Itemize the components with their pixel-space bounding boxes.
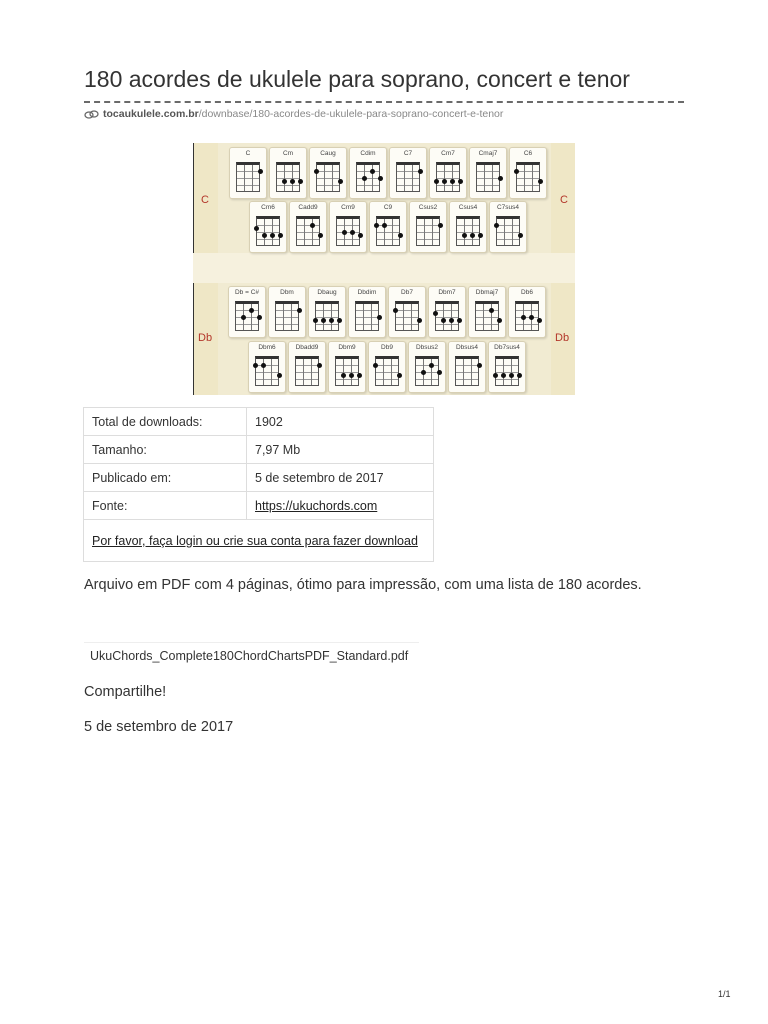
finger-dot: [537, 318, 542, 323]
finger-dot: [398, 233, 403, 238]
chart-section-gap: [193, 253, 575, 283]
finger-dot: [321, 318, 326, 323]
chord-name: Caug: [320, 150, 336, 157]
finger-dot: [298, 179, 303, 184]
finger-dot: [458, 179, 463, 184]
finger-dot: [373, 363, 378, 368]
table-row: [84, 464, 434, 492]
fretboard-grid: [456, 216, 480, 246]
chord-name: Dbmaj7: [475, 289, 499, 296]
fretboard-grid: [416, 216, 440, 246]
finger-dot: [329, 318, 334, 323]
finger-dot: [494, 223, 499, 228]
link-icon: [84, 109, 100, 120]
source-url[interactable]: [84, 108, 503, 120]
fretboard-grid: [255, 356, 279, 386]
finger-dot: [517, 373, 522, 378]
finger-dot: [493, 373, 498, 378]
finger-dot: [313, 318, 318, 323]
source-path: /downbase/180-acordes-de-ukulele-para-soprano-concert-e-tenor: [198, 108, 504, 120]
chord-name: Dbm: [280, 289, 294, 296]
finger-dot: [350, 230, 355, 235]
chord-name: Dbm9: [338, 344, 356, 351]
chord-name: Cm7: [441, 150, 455, 157]
chord-diagram: [329, 201, 367, 253]
finger-dot: [357, 373, 362, 378]
chord-diagram: [409, 201, 447, 253]
page-title: 180 acordes de ukulele para soprano, concert e tenor: [84, 66, 630, 92]
finger-dot: [441, 318, 446, 323]
fretboard-grid: [236, 162, 260, 192]
finger-dot: [478, 233, 483, 238]
fretboard-grid: [336, 216, 360, 246]
fretboard-grid: [435, 301, 459, 331]
chord-diagram: [248, 341, 286, 393]
chord-name: Cmaj7: [478, 150, 498, 157]
fretboard-grid: [496, 216, 520, 246]
finger-dot: [429, 363, 434, 368]
published-value: 5 de setembro de 2017: [247, 464, 434, 492]
finger-dot: [397, 373, 402, 378]
chord-diagram: [389, 147, 427, 199]
chord-diagram: [228, 286, 266, 338]
section-label-db-left: Db: [198, 332, 213, 344]
chord-diagram: [429, 147, 467, 199]
finger-dot: [509, 373, 514, 378]
finger-dot: [277, 373, 282, 378]
chord-diagram: [288, 341, 326, 393]
chord-name: C9: [383, 204, 393, 211]
chord-diagram: [368, 341, 406, 393]
chord-diagram: [229, 147, 267, 199]
finger-dot: [434, 179, 439, 184]
size-value: 7,97 Mb: [247, 436, 434, 464]
chord-diagram: [348, 286, 386, 338]
chord-diagram: [488, 341, 526, 393]
chord-diagram: [289, 201, 327, 253]
finger-dot: [457, 318, 462, 323]
fretboard-grid: [436, 162, 460, 192]
finger-dot: [278, 233, 283, 238]
table-row: [84, 408, 434, 436]
finger-dot: [418, 169, 423, 174]
chord-name: Csus2: [418, 204, 438, 211]
finger-dot: [241, 315, 246, 320]
downloads-label: Total de downloads:: [84, 408, 247, 436]
chord-chart-image: [193, 143, 575, 395]
finger-dot: [378, 176, 383, 181]
finger-dot: [290, 179, 295, 184]
finger-dot: [518, 233, 523, 238]
finger-dot: [470, 233, 475, 238]
chord-diagram: [428, 286, 466, 338]
chord-name: C: [245, 150, 251, 157]
fretboard-grid: [356, 162, 380, 192]
page-number: 1/1: [718, 989, 731, 999]
chord-name: Dbm6: [258, 344, 276, 351]
fretboard-grid: [476, 162, 500, 192]
login-link[interactable]: Por favor, faça login ou crie sua conta para fazer download: [92, 533, 418, 548]
finger-dot: [462, 233, 467, 238]
fretboard-grid: [495, 356, 519, 386]
finger-dot: [370, 169, 375, 174]
chord-name: Cm9: [341, 204, 355, 211]
fretboard-grid: [395, 301, 419, 331]
source-link[interactable]: https://ukuchords.com: [255, 498, 378, 513]
section-label-db-right: Db: [555, 332, 570, 344]
chord-diagram: [369, 201, 407, 253]
finger-dot: [382, 223, 387, 228]
finger-dot: [417, 318, 422, 323]
chord-name: Dbm7: [438, 289, 456, 296]
description: Arquivo em PDF com 4 páginas, ótimo para impressão, com uma lista de 180 acordes.: [84, 577, 642, 593]
finger-dot: [501, 373, 506, 378]
fretboard-grid: [376, 216, 400, 246]
file-name-link[interactable]: UkuChords_Complete180ChordChartsPDF_Standard.pdf: [90, 649, 409, 663]
chord-diagram: [269, 147, 307, 199]
title-divider: [84, 101, 684, 103]
chord-diagram: [249, 201, 287, 253]
finger-dot: [318, 233, 323, 238]
fretboard-grid: [516, 162, 540, 192]
finger-dot: [282, 179, 287, 184]
post-date: 5 de setembro de 2017: [84, 719, 234, 735]
fretboard-grid: [335, 356, 359, 386]
chord-name: Dbsus2: [415, 344, 439, 351]
chord-name: Cm: [282, 150, 294, 157]
file-divider: [84, 642, 419, 643]
finger-dot: [514, 169, 519, 174]
chord-name: Dbadd9: [295, 344, 319, 351]
finger-dot: [349, 373, 354, 378]
chord-name: Dbdim: [357, 289, 377, 296]
finger-dot: [257, 315, 262, 320]
finger-dot: [521, 315, 526, 320]
finger-dot: [270, 233, 275, 238]
chord-name: Cm6: [261, 204, 275, 211]
chord-diagram: [349, 147, 387, 199]
finger-dot: [341, 373, 346, 378]
chord-diagram: [408, 341, 446, 393]
finger-dot: [377, 315, 382, 320]
fretboard-grid: [375, 356, 399, 386]
fretboard-grid: [396, 162, 420, 192]
chord-diagram: [508, 286, 546, 338]
fretboard-grid: [276, 162, 300, 192]
chord-name: C6: [523, 150, 533, 157]
chord-name: Db9: [381, 344, 393, 351]
fretboard-grid: [415, 356, 439, 386]
downloads-value: 1902: [247, 408, 434, 436]
chord-name: Dbsus4: [455, 344, 479, 351]
fretboard-grid: [355, 301, 379, 331]
fretboard-grid: [515, 301, 539, 331]
finger-dot: [489, 308, 494, 313]
finger-dot: [374, 223, 379, 228]
section-label-c-left: C: [201, 194, 209, 206]
source-label: Fonte:: [84, 492, 247, 520]
finger-dot: [262, 233, 267, 238]
chord-name: Db7: [401, 289, 413, 296]
fretboard-grid: [295, 356, 319, 386]
finger-dot: [393, 308, 398, 313]
finger-dot: [317, 363, 322, 368]
chord-diagram: [489, 201, 527, 253]
chord-name: C7sus4: [496, 204, 520, 211]
published-label: Publicado em:: [84, 464, 247, 492]
chord-diagram: [388, 286, 426, 338]
source-domain: tocaukulele.com.br: [103, 108, 199, 120]
chord-name: Csus4: [458, 204, 478, 211]
fretboard-grid: [235, 301, 259, 331]
finger-dot: [314, 169, 319, 174]
finger-dot: [497, 318, 502, 323]
chord-name: Dbaug: [317, 289, 337, 296]
fretboard-grid: [455, 356, 479, 386]
finger-dot: [442, 179, 447, 184]
chord-name: Db = C#: [234, 289, 260, 296]
finger-dot: [338, 179, 343, 184]
fretboard-grid: [475, 301, 499, 331]
fretboard-grid: [315, 301, 339, 331]
finger-dot: [362, 176, 367, 181]
chord-diagram: [268, 286, 306, 338]
chord-name: C7: [403, 150, 413, 157]
section-label-c-right: C: [560, 194, 568, 206]
finger-dot: [358, 233, 363, 238]
chord-name: Cadd9: [298, 204, 318, 211]
finger-dot: [498, 176, 503, 181]
finger-dot: [261, 363, 266, 368]
finger-dot: [449, 318, 454, 323]
chord-diagram: [509, 147, 547, 199]
finger-dot: [342, 230, 347, 235]
finger-dot: [421, 370, 426, 375]
finger-dot: [337, 318, 342, 323]
chord-name: Db7sus4: [494, 344, 520, 351]
finger-dot: [433, 311, 438, 316]
table-row: [84, 436, 434, 464]
table-row: [84, 520, 434, 562]
finger-dot: [538, 179, 543, 184]
chord-diagram: [328, 341, 366, 393]
finger-dot: [477, 363, 482, 368]
finger-dot: [258, 169, 263, 174]
fretboard-grid: [296, 216, 320, 246]
finger-dot: [437, 370, 442, 375]
finger-dot: [249, 308, 254, 313]
chord-diagram: [468, 286, 506, 338]
finger-dot: [253, 363, 258, 368]
size-label: Tamanho:: [84, 436, 247, 464]
chord-diagram: [469, 147, 507, 199]
chord-name: Db6: [521, 289, 533, 296]
chord-diagram: [449, 201, 487, 253]
finger-dot: [450, 179, 455, 184]
fretboard-grid: [316, 162, 340, 192]
table-row: [84, 492, 434, 520]
finger-dot: [529, 315, 534, 320]
finger-dot: [254, 226, 259, 231]
download-info-table: [83, 407, 434, 562]
chord-diagram: [308, 286, 346, 338]
fretboard-grid: [275, 301, 299, 331]
fretboard-grid: [256, 216, 280, 246]
finger-dot: [297, 308, 302, 313]
chord-name: Cdim: [360, 150, 376, 157]
chord-diagram: [448, 341, 486, 393]
chord-diagram: [309, 147, 347, 199]
share-label: Compartilhe!: [84, 684, 167, 700]
finger-dot: [310, 223, 315, 228]
finger-dot: [438, 223, 443, 228]
